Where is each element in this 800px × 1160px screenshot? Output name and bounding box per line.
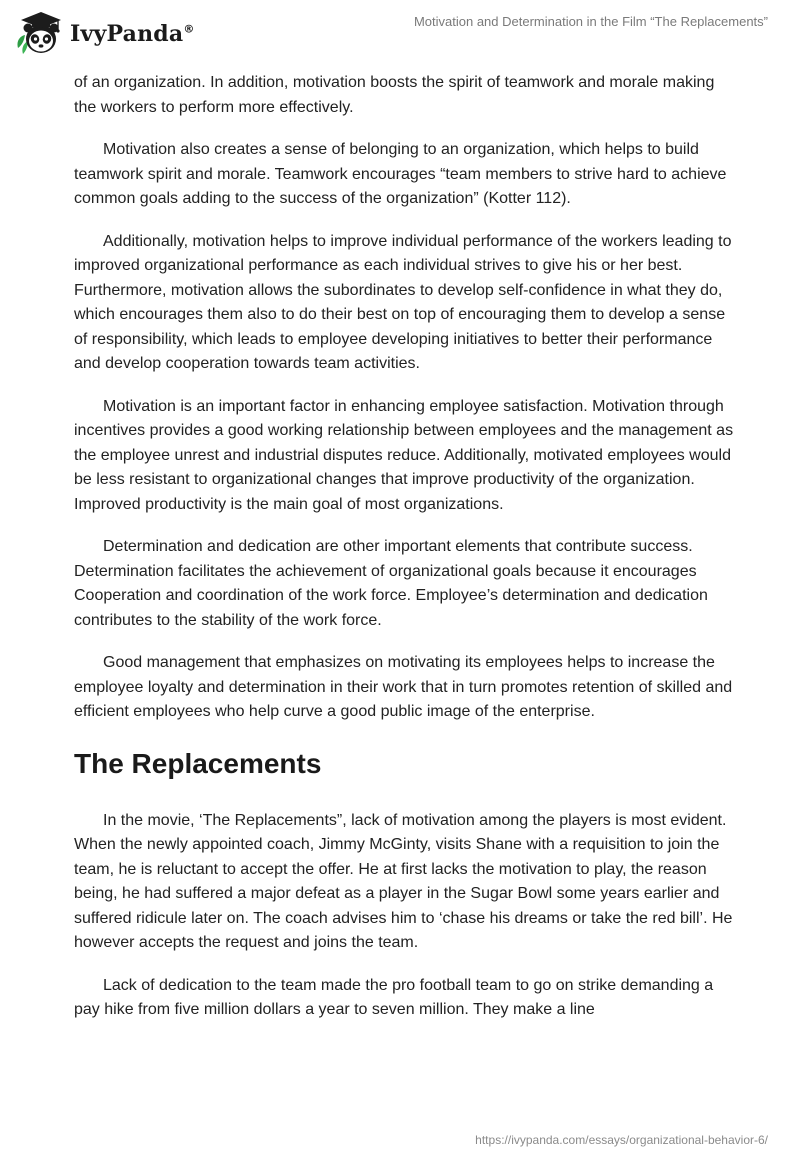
paragraph: Motivation also creates a sense of belonging to an organization, which helps to build teamwork spirit and morale. Teamwork encourages “team members to strive hard to achieve common goals adding to the success of the organization” (Kotter 112). (74, 141, 727, 207)
paragraph: In the movie, ‘The Replacements”, lack of motivation among the players is most evident. When the newly appointed coach, Jimmy McGinty, visits Shane with a requisition to join the team, he is reluctant to accept the offer. He at first lacks the motivation to play, the reason being, he had suffered a major defeat as a player in the Sugar Bowl some years earlier and suffered ridicule later on. The coach advises him to ‘chase his dreams or take the red bill’. He however accepts the request and joins the team. (74, 811, 733, 951)
page-header (0, 0, 800, 70)
paragraph: Lack of dedication to the team made the pro football team to go on strike demanding a pay hike from five million dollars a year to seven million. They make a line (74, 976, 714, 1018)
paragraph: Additionally, motivation helps to improve individual performance of the workers leading to improved organizational performance as each individual strives to give his or her best. Furthermore, motivation allows the subordinates to develop self-confidence in what they do, which encourages them also to do their best on top of encouraging them to develop a sense of responsibility, which leads to employee developing initiatives to better their performance and develop cooperation towards team activities. (74, 232, 732, 372)
article-body (74, 71, 734, 1041)
paragraph: Good management that emphasizes on motivating its employees helps to increase the employee loyalty and determination in their work that in turn promotes retention of skilled and efficient employees who help curve a good public image of the enterprise. (74, 654, 733, 720)
paragraph: of an organization. In addition, motivation boosts the spirit of teamwork and morale making the workers to perform more effectively. (74, 74, 715, 116)
source-url[interactable]: https://ivypanda.com/essays/organizational-behavior-6/ (475, 1133, 768, 1147)
document-title: Motivation and Determination in the Film “The Replacements” (413, 14, 768, 29)
brand-name: IvyPanda® (70, 21, 195, 47)
brand-logo[interactable] (14, 8, 195, 58)
paragraph: Determination and dedication are other important elements that contribute success. Determination facilitates the achievement of organizational goals because it encourages Cooperation and coordination of the work force. Employee’s determination and dedication contributes to the stability of the work force. (74, 538, 708, 629)
panda-graduation-cap-icon (14, 8, 66, 58)
section-heading: The Replacements (74, 747, 322, 779)
paragraph: Motivation is an important factor in enhancing employee satisfaction. Motivation through incentives provides a good working relationship between employees and the management as the employee unrest and industrial disputes reduce. Additionally, motivated employees would be less resistant to organizational changes that improve productivity of the organization. Improved productivity is the main goal of most organizations. (74, 397, 734, 513)
